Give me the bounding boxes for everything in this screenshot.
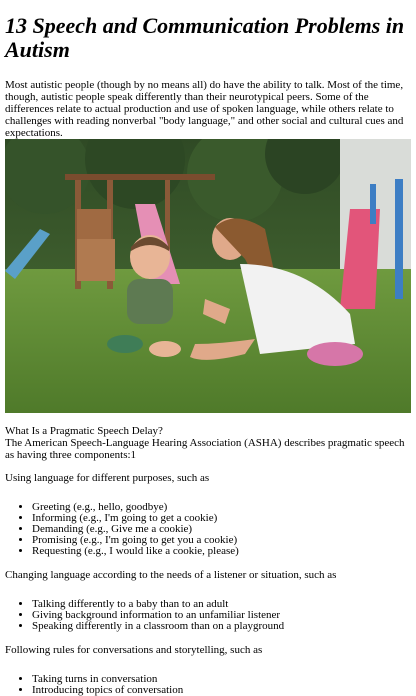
rules-intro: Following rules for conversations and storytelling, such as: [5, 644, 263, 656]
list-item: • Speaking differently in a classroom than on a playground: [32, 621, 411, 632]
article: [0, 14, 416, 696]
list-item: • Requesting (e.g., I would like a cookie, please): [32, 546, 411, 557]
list-item: • Demanding (e.g., Give me a cookie): [32, 524, 411, 535]
list-item: • Informing (e.g., I'm going to get a cookie): [32, 513, 411, 524]
rules-list: [5, 674, 411, 696]
asha-paragraph: The American Speech-Language Hearing Association (ASHA) describes pragmatic speech as having three components:1: [5, 437, 405, 461]
intro-paragraph: Most autistic people (though by no means all) do have the ability to talk. Most of the time, though, autistic people speak differently than their neurotypical peers. Some of the differences relate to actual production and use of spoken language, while others relate to challenges with reading nonverbal "body language," and other social and cultural cues and expectations.: [5, 79, 404, 139]
list-item: • Promising (e.g., I'm going to get you a cookie): [32, 535, 411, 546]
section-heading: What Is a Pragmatic Speech Delay?: [5, 425, 163, 437]
list-item: • Taking turns in conversation: [32, 674, 411, 685]
purposes-list: [5, 502, 411, 557]
list-item: • Introducing topics of conversation: [32, 685, 411, 696]
list-item: • Greeting (e.g., hello, goodbye): [32, 502, 411, 513]
purposes-intro: Using language for different purposes, such as: [5, 472, 210, 484]
changing-list: [5, 599, 411, 632]
article-photo: [5, 139, 411, 413]
list-item: • Talking differently to a baby than to an adult: [32, 599, 411, 610]
article-title: 13 Speech and Communication Problems in Autism: [5, 13, 405, 62]
changing-intro: Changing language according to the needs of a listener or situation, such as: [5, 569, 337, 581]
list-item: • Giving background information to an unfamiliar listener: [32, 610, 411, 621]
